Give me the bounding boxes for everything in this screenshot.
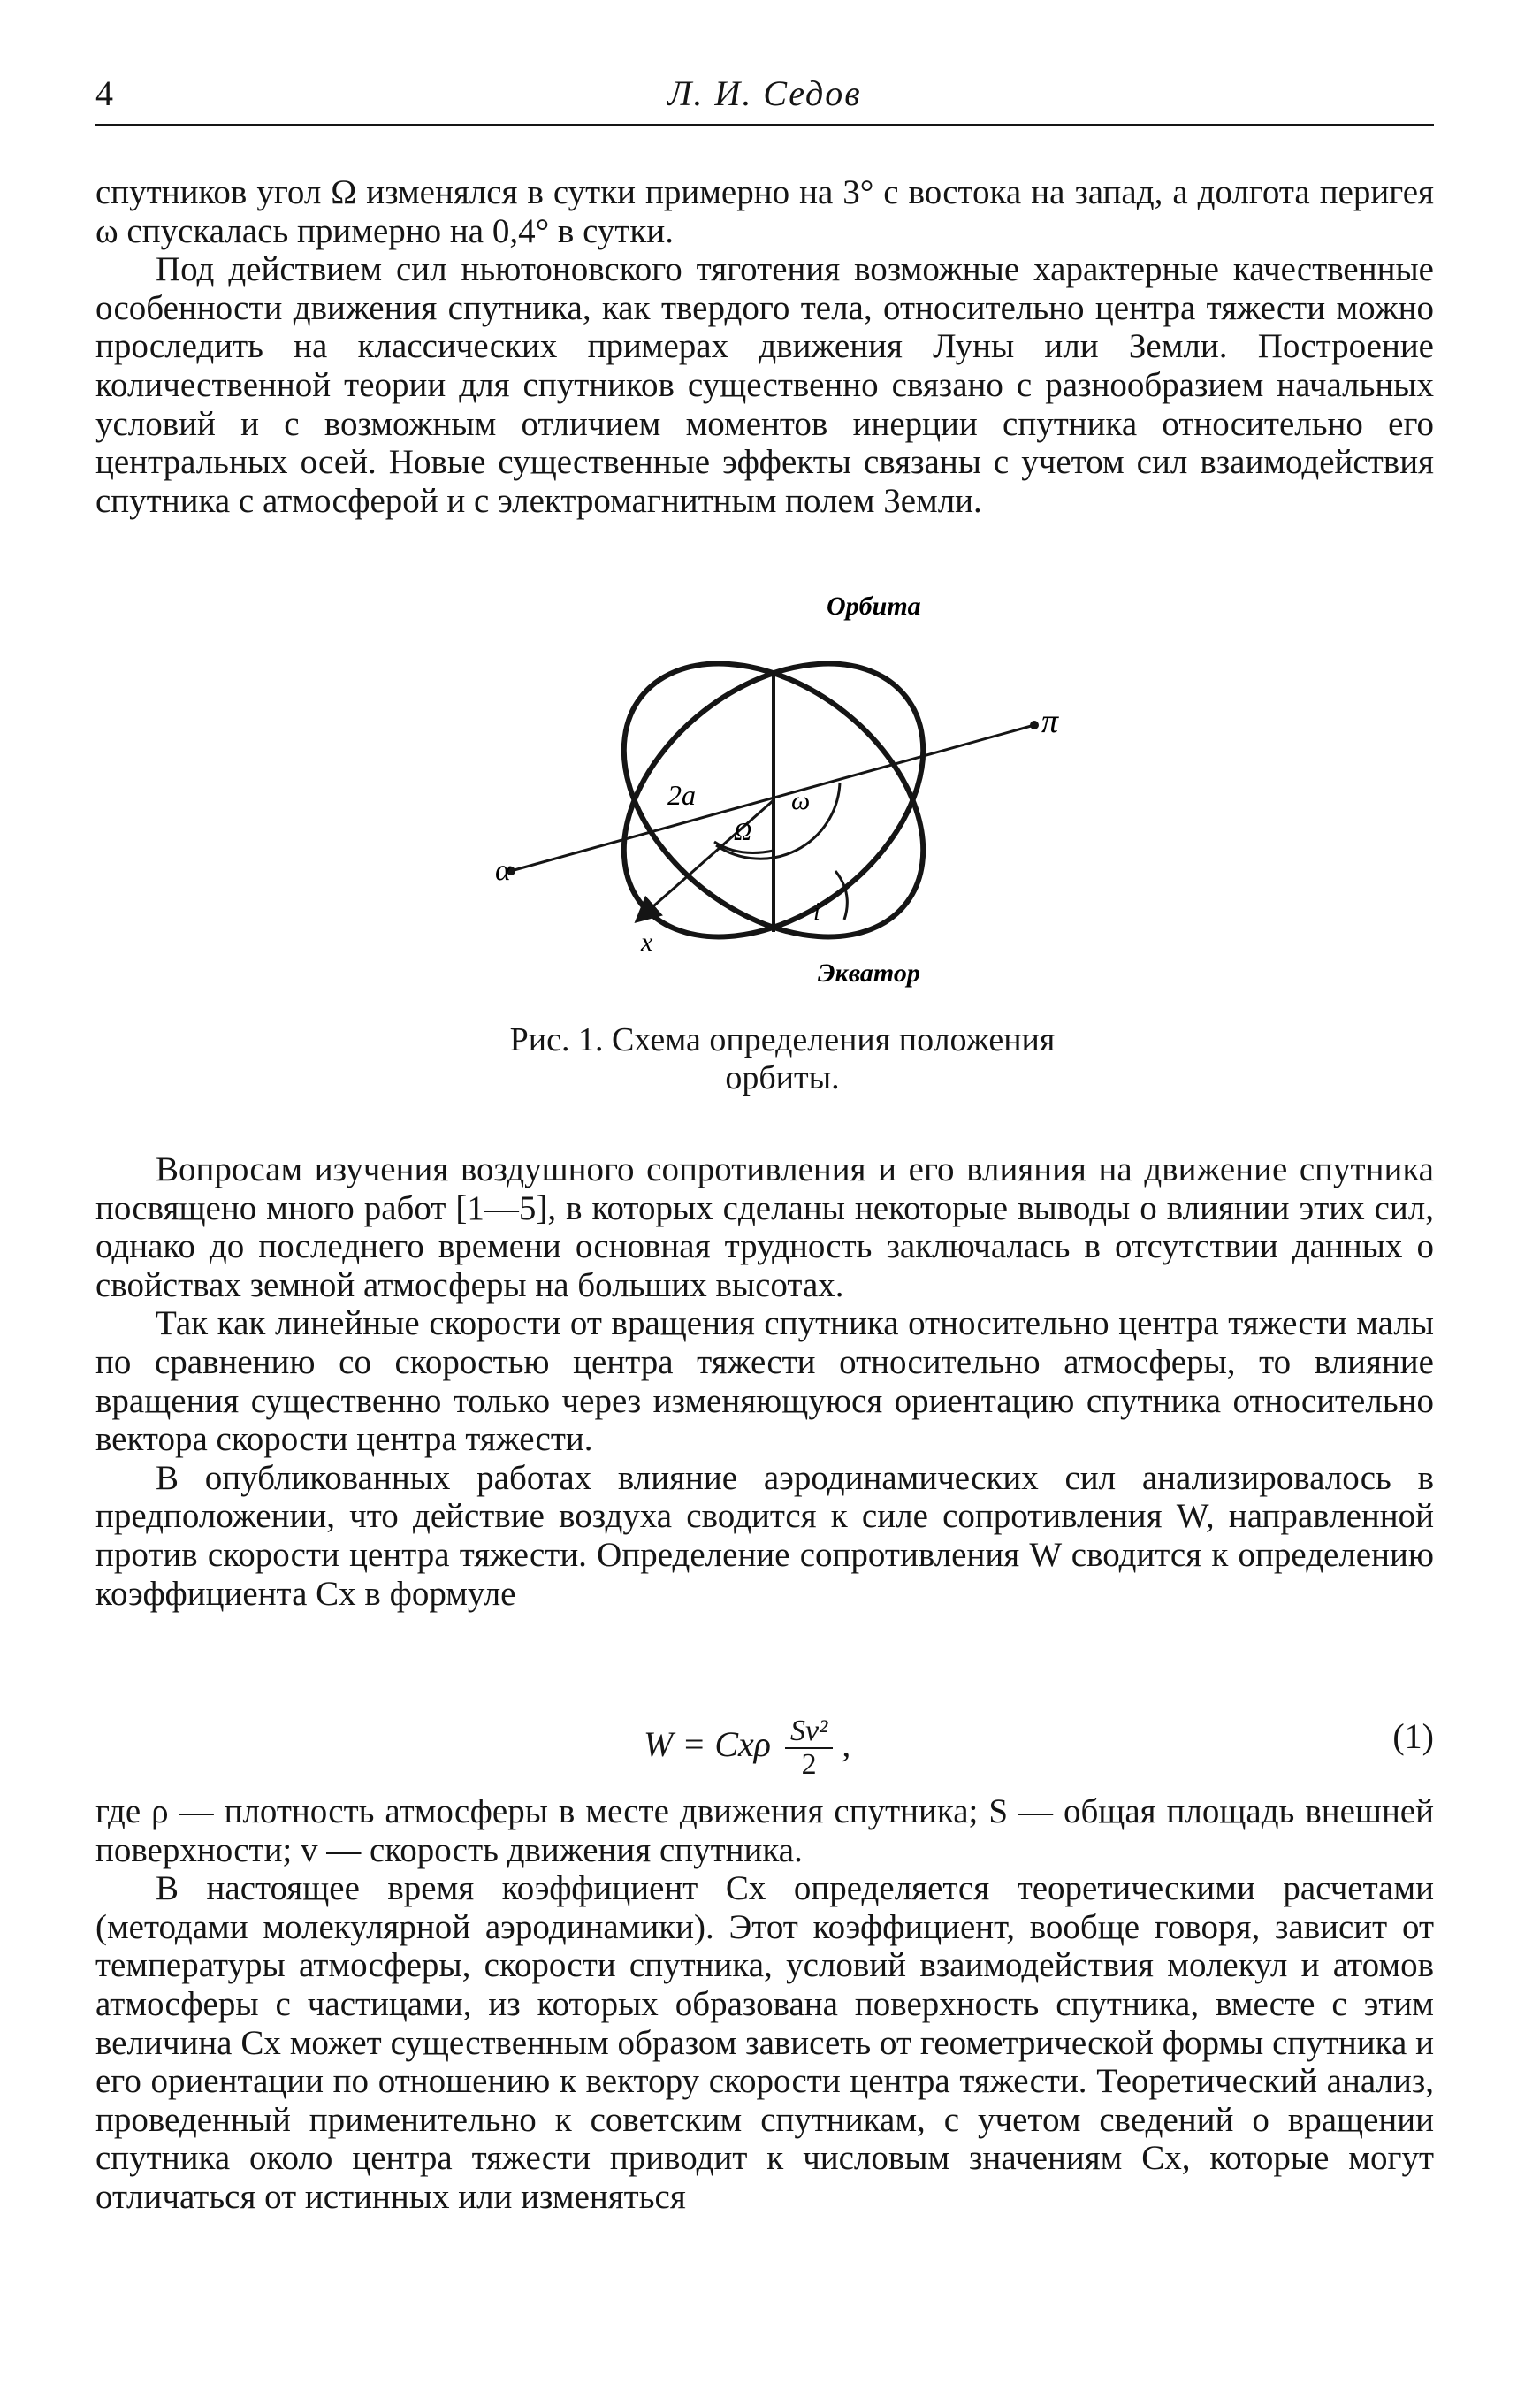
caption-line: Рис. 1. Схема определения положения (509, 1021, 1056, 1058)
perigee-point (1030, 721, 1039, 729)
running-title: Л. И. Седов (667, 73, 862, 113)
formula-numerator: Sv² (785, 1715, 833, 1749)
paragraph: В опубликованных работах влияние аэродинамических сил анализировалось в предположении, что действие воздуха сводится к силе сопротивления W, направленной против скорости центра тяжести. Определение сопротивления W сводится к определению коэффициента Cx в формуле (95, 1458, 1434, 1613)
text-block-bottom (95, 1792, 1434, 2217)
figure-caption (371, 1021, 1193, 1097)
label-orbit: Орбита (827, 592, 921, 621)
paragraph: В настоящее время коэффициент Cx определяется теоретическими расчетами (методами молекулярной аэродинамики). Этот коэффициент, вообще говоря, зависит от температуры атмосферы, скорости спутника, условий взаимодействия молекул и атомов атмосферы с частицами, из которых образована поверхность спутника, вместе с этим величина Cx может существенным образом зависеть от геометрической формы спутника и его ориентации по отношению к вектору скорости центра тяжести. Теоретический анализ, проведенный применительно к советским спутникам, с учетом сведений о вращении спутника около центра тяжести приводит к числовым значениям Cx, которые могут отличаться от истинных или изменяться (95, 1869, 1434, 2216)
page-number: 4 (95, 73, 113, 113)
formula-denominator: 2 (801, 1748, 817, 1781)
paragraph: Так как линейные скорости от вращения спутника относительно центра тяжести малы по сравнению со скоростью центра тяжести относительно атмосферы, то влияние вращения существенно только через изменяющуюся ориентацию спутника относительно вектора скорости центра тяжести. (95, 1304, 1434, 1459)
label-alpha: α (495, 854, 511, 887)
label-two-a: 2a (667, 779, 696, 811)
text-block-top (95, 173, 1434, 520)
formula-lhs: W = Cxρ (644, 1724, 771, 1765)
equation-number: (1) (1392, 1716, 1434, 1756)
formula-expression (644, 1715, 850, 1781)
paragraph: спутников угол Ω изменялся в сутки примерно на 3° с востока на запад, а долгота перигея ω спускалась примерно на 0,4° в сутки. (95, 173, 1434, 250)
formula-fraction (785, 1715, 833, 1781)
label-inclination: i (813, 898, 820, 926)
x-axis-arrow (638, 800, 774, 920)
orbit-diagram (495, 592, 1079, 1017)
label-equator: Экватор (818, 959, 920, 988)
paragraph: где ρ — плотность атмосферы в месте движения спутника; S — общая площадь внешней поверхности; v — скорость движения спутника. (95, 1792, 1434, 1869)
text-block-middle (95, 1150, 1434, 1613)
label-pi: π (1041, 703, 1059, 740)
label-x: x (641, 928, 653, 957)
caption-line: орбиты. (725, 1059, 840, 1096)
formula-1 (95, 1689, 1434, 1781)
formula-tail: , (842, 1724, 851, 1765)
page-header (95, 73, 1434, 117)
label-big-omega: Ω (734, 819, 752, 846)
header-rule (95, 124, 1434, 126)
orbit-figure (495, 592, 1079, 1017)
paragraph: Под действием сил ньютоновского тяготения возможные характерные качественные особенности движения спутника, как твердого тела, относительно центра тяжести можно проследить на классических примерах движения Луны или Земли. Построение количественной теории для спутников существенно связано с разнообразием начальных условий и с возможным отличием моментов инерции спутника относительно его центральных осей. Новые существенные эффекты связаны с учетом сил взаимодействия спутника с атмосферой и с электромагнитным полем Земли. (95, 250, 1434, 520)
label-omega: ω (791, 786, 811, 815)
paragraph: Вопросам изучения воздушного сопротивления и его влияния на движение спутника посвящено много работ [1—5], в которых сделаны некоторые выводы о влиянии этих сил, однако до последнего времени основная трудность заключалась в отсутствии данных о свойствах земной атмосферы на больших высотах. (95, 1150, 1434, 1304)
